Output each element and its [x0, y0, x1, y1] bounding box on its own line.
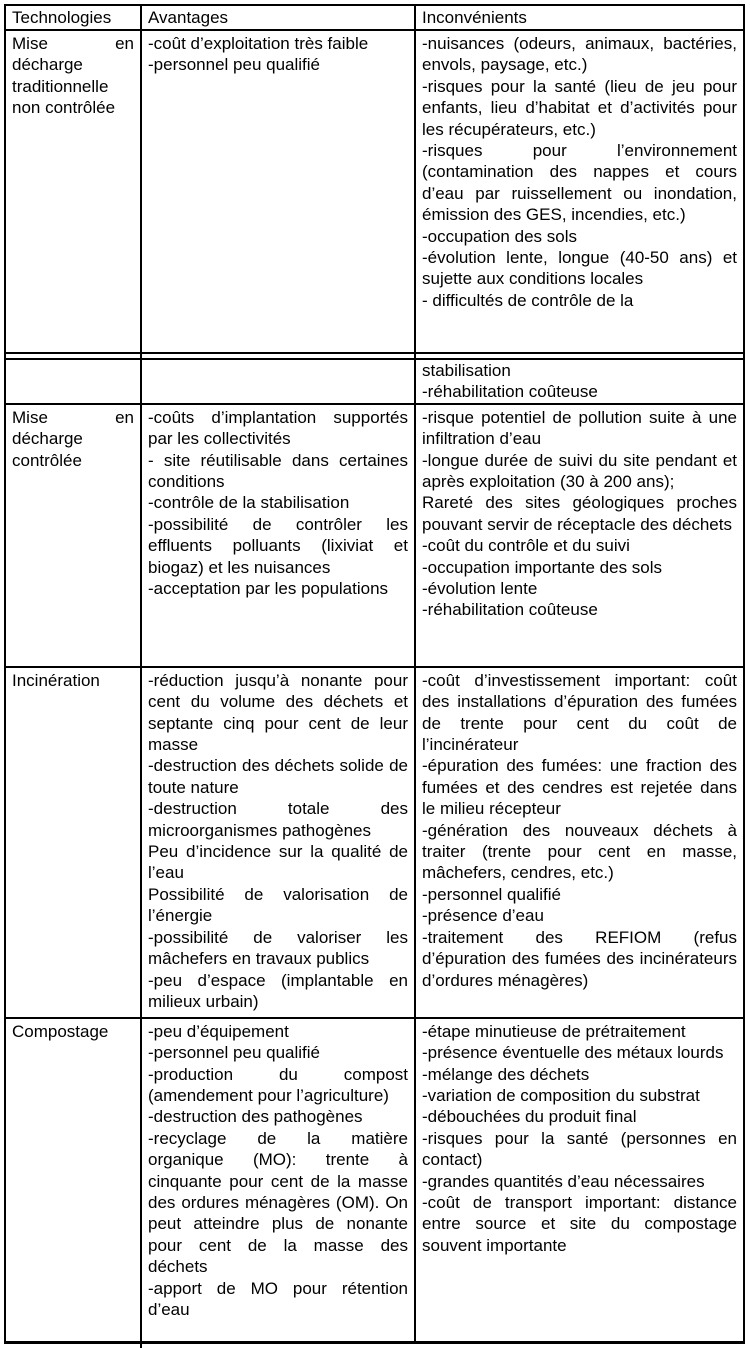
inconvenient-item: -évolution lente, longue (40-50 ans) et sujette aux conditions locales: [422, 248, 737, 289]
table-segment-1: [4, 4, 745, 354]
inconvenient-item: -coût d’investissement important: coût des installations d’épuration des fumées de trente pour cent du coût de l’incinérateur: [422, 670, 737, 755]
avantages-cell: [140, 360, 414, 403]
table-border-stub: [743, 354, 745, 358]
avantage-item: -recyclage de la matière organique (MO): trente à cinquante pour cent de la masse des ordures ménagères (OM). On peut atteindre plus de nonante pour cent de la masse des déchets: [148, 1128, 408, 1277]
header-cell-inconvenients: Inconvénients: [414, 6, 743, 29]
inconvenient-item: -réhabilitation coûteuse: [422, 382, 598, 402]
avantages-cell: [140, 405, 414, 666]
inconvenients-cell: [414, 31, 743, 352]
avantage-item: -destruction des pathogènes: [148, 1107, 363, 1127]
table-header-row: [6, 6, 743, 31]
inconvenient-item: Rareté des sites géologiques proches pouvant servir de réceptacle des déchets: [422, 493, 737, 534]
inconvenient-item: -coût du contrôle et du suivi: [422, 536, 630, 556]
inconvenient-item: -occupation des sols: [422, 226, 577, 246]
technology-cell: Incinération: [12, 670, 100, 690]
avantage-item: -possibilité de valoriser les mâchefers en travaux publics: [148, 927, 408, 969]
inconvenient-item: stabilisation: [422, 361, 511, 380]
avantage-item: -peu d’espace (implantable en milieux urbain): [148, 970, 408, 1011]
table-row-continuation: [6, 360, 743, 405]
avantage-item: -acceptation par les populations: [148, 579, 389, 599]
technology-cell: Compostage: [12, 1021, 109, 1041]
inconvenient-item: -traitement des REFIOM (refus d’épuration des fumées des incinérateurs d’ordures ménagères): [422, 927, 737, 990]
avantage-item: Possibilité de valorisation de l’énergie: [148, 884, 408, 926]
table-row-decharge-traditionnelle: [6, 31, 743, 352]
inconvenient-item: -longue durée de suivi du site pendant et après exploitation (30 à 200 ans);: [422, 450, 737, 492]
inconvenient-item: -grandes quantités d’eau nécessaires: [422, 1171, 705, 1191]
avantages-cell: [140, 31, 414, 352]
avantage-item: -destruction des déchets solide de toute nature: [148, 756, 408, 797]
table-row-compostage: [6, 1019, 743, 1341]
avantage-item: -destruction totale des microorganismes pathogènes: [148, 799, 408, 840]
avantage-item: -personnel peu qualifié: [148, 55, 321, 75]
avantage-item: Peu d’incidence sur la qualité de l’eau: [148, 842, 408, 883]
avantage-item: -possibilité de contrôler les effluents polluants (lixiviat et biogaz) et les nuisances: [148, 514, 408, 577]
avantage-item: -production du compost (amendement pour l’agriculture): [148, 1064, 408, 1106]
inconvenient-item: -réhabilitation coûteuse: [422, 600, 598, 620]
table-border-stub: [140, 1344, 142, 1348]
table-border-stub: [4, 354, 6, 358]
inconvenients-cell: [414, 360, 743, 403]
inconvenient-item: -risques pour la santé (personnes en contact): [422, 1128, 737, 1170]
avantage-item: -apport de MO pour rétention d’eau: [148, 1278, 408, 1320]
inconvenients-cell: [414, 405, 743, 666]
inconvenient-item: -génération des nouveaux déchets à traiter (trente pour cent en masse, mâchefers, cendres, etc.): [422, 820, 737, 883]
inconvenient-item: -présence d’eau: [422, 906, 544, 926]
page-break-divider: [4, 1344, 745, 1348]
table-row-incineration: [6, 668, 743, 1019]
avantage-item: -personnel peu qualifié: [148, 1043, 321, 1063]
avantage-item: -coût d’exploitation très faible: [148, 34, 369, 53]
avantages-cell: [140, 668, 414, 1017]
inconvenient-item: - difficultés de contrôle de la: [422, 290, 634, 310]
inconvenient-item: -personnel qualifié: [422, 884, 561, 904]
inconvenient-item: -épuration des fumées: une fraction des fumées et des cendres est rejetée dans le milieu récepteur: [422, 756, 737, 819]
avantages-cell: [140, 1019, 414, 1341]
inconvenient-item: -débouchées du produit final: [422, 1107, 637, 1127]
page-break-divider: [4, 354, 745, 358]
table-border-stub: [414, 354, 416, 358]
inconvenient-item: -occupation importante des sols: [422, 557, 663, 577]
avantage-item: -peu d’équipement: [148, 1021, 289, 1041]
header-cell-technologies: Technologies: [12, 8, 112, 27]
avantage-item: - site réutilisable dans certaines conditions: [148, 450, 408, 492]
inconvenients-cell: [414, 668, 743, 1017]
inconvenients-cell: [414, 1019, 743, 1341]
table-row-decharge-controlee: [6, 405, 743, 668]
table-border-stub: [140, 354, 142, 358]
technology-cell: Mise en décharge traditionnelle non contrôlée: [12, 34, 134, 118]
inconvenient-item: -risques pour l’environnement (contamination des nappes et cours d’eau par ruissellement ou inondation, émission des GES, incendies, etc.): [422, 141, 737, 225]
inconvenient-item: -coût de transport important: distance entre source et site du compostage souvent importante: [422, 1193, 737, 1255]
avantage-item: -coûts d’implantation supportés par les collectivités: [148, 407, 408, 449]
inconvenient-item: -présence éventuelle des métaux lourds: [422, 1043, 724, 1063]
table-segment-2: [4, 358, 745, 1344]
inconvenient-item: -évolution lente: [422, 579, 538, 599]
technologies-comparison-table: [4, 4, 745, 1348]
avantage-item: -réduction jusqu’à nonante pour cent du volume des déchets et septante cinq pour cent de leur masse: [148, 670, 408, 755]
inconvenient-item: -mélange des déchets: [422, 1064, 590, 1084]
inconvenient-item: -nuisances (odeurs, animaux, bactéries, envols, paysage, etc.): [422, 34, 737, 75]
technology-cell: Mise en décharge contrôlée: [12, 407, 134, 470]
inconvenient-item: -risques pour la santé (lieu de jeu pour enfants, lieu d’habitat et d’activités pour les récupérateurs, etc.): [422, 76, 737, 139]
inconvenient-item: -risque potentiel de pollution suite à une infiltration d’eau: [422, 407, 737, 449]
technology-cell: [6, 360, 140, 403]
avantage-item: -contrôle de la stabilisation: [148, 493, 350, 513]
header-cell-avantages: Avantages: [140, 6, 414, 29]
inconvenient-item: -variation de composition du substrat: [422, 1086, 700, 1106]
inconvenient-item: -étape minutieuse de prétraitement: [422, 1021, 686, 1041]
